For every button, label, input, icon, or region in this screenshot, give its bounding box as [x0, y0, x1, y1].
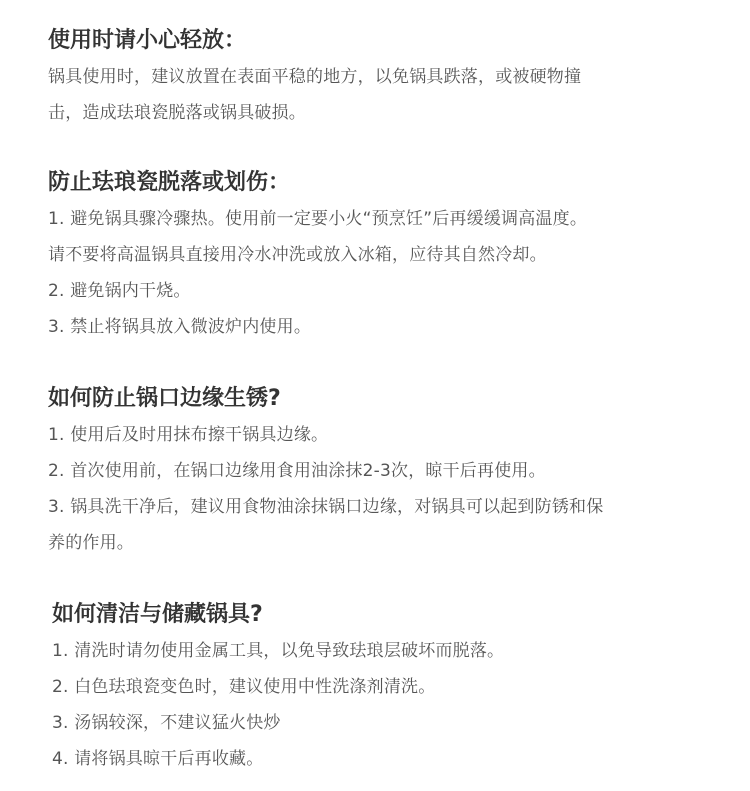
- text-line: 养的作用。: [48, 533, 134, 553]
- text-line: 1. 避免锅具骤冷骤热。使用前一定要小火“预烹饪”后再缓缓调高温度。: [48, 209, 588, 229]
- text-line: 3. 锅具洗干净后，建议用食物油涂抹锅口边缘，对锅具可以起到防锈和保: [48, 497, 604, 517]
- section-title: 防止珐琅瓷脱落或划伤：: [48, 170, 291, 195]
- section-handle-with-care: [48, 26, 728, 131]
- text-line: 3. 汤锅较深，不建议猛火快炒: [52, 713, 281, 733]
- text-line: 2. 避免锅内干烧。: [48, 281, 191, 301]
- text-line: 4. 请将锅具晾干后再收藏。: [52, 749, 264, 769]
- text-line: 锅具使用时，建议放置在表面平稳的地方，以免锅具跌落，或被硬物撞: [48, 67, 582, 87]
- text-line: 请不要将高温锅具直接用冷水冲洗或放入冰箱，应待其自然冷却。: [48, 245, 547, 265]
- text-line: 2. 白色珐琅瓷变色时，建议使用中性洗涤剂清洗。: [52, 677, 436, 697]
- section-title: 如何清洁与储藏锅具?: [52, 602, 263, 627]
- section-title: 使用时请小心轻放：: [48, 28, 247, 53]
- section-clean-and-store: [52, 600, 732, 777]
- text-line: 2. 首次使用前，在锅口边缘用食用油涂抹2-3次，晾干后再使用。: [48, 461, 546, 481]
- text-line: 击，造成珐琅瓷脱落或锅具破损。: [48, 103, 306, 123]
- text-line: 3. 禁止将锅具放入微波炉内使用。: [48, 317, 312, 337]
- text-line: 1. 使用后及时用抹布擦干锅具边缘。: [48, 425, 329, 445]
- section-prevent-rim-rust: [48, 384, 728, 561]
- section-title: 如何防止锅口边缘生锈?: [48, 386, 281, 411]
- section-prevent-enamel-damage: [48, 168, 728, 345]
- text-line: 1. 清洗时请勿使用金属工具，以免导致珐琅层破坏而脱落。: [52, 641, 505, 661]
